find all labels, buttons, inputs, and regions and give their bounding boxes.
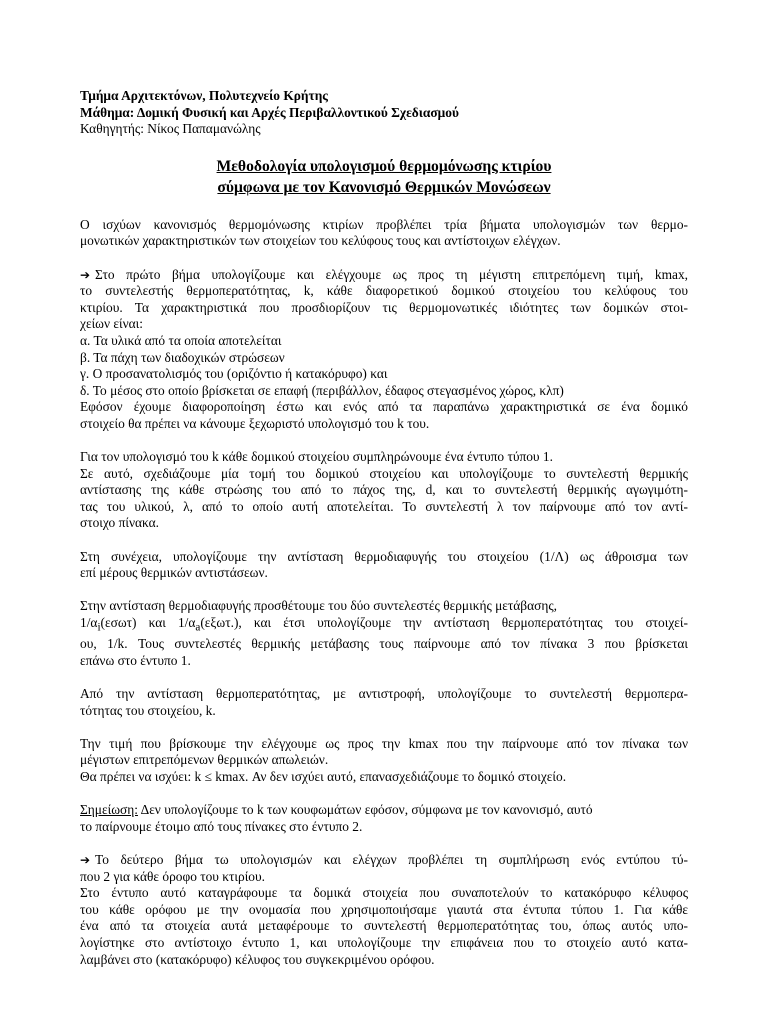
- text-line: το παίρνουμε έτοιμο από τους πίνακες στο έντυπο 2.: [80, 818, 363, 834]
- list-item: γ. Ο προσανατολισμός του (οριζόντιο ή κατακόρυφο) και: [80, 366, 388, 382]
- text-line: ➔ Στο πρώτο βήμα υπολογίζουμε και ελέγχουμε ως προς τη μέγιστη επιτρεπόμενη τιμή, kmax,: [80, 266, 688, 282]
- list-item: δ. Το μέσος στο οποίο βρίσκεται σε επαφή (περιβάλλον, έδαφος στεγασμένος χώρος, κλπ): [80, 382, 564, 398]
- text-line: τας του υλικού, λ, από το οποίο αυτή αποτελείται. Το συντελεστή λ τον παίρνουμε από τον αντί-: [80, 498, 688, 514]
- paragraph-note: [80, 802, 688, 835]
- arrow-right-icon: ➔: [80, 853, 91, 868]
- list-item: α. Τα υλικά από τα οποία αποτελείται: [80, 332, 282, 348]
- text-line: Για τον υπολογισμό του k κάθε δομικού στοιχείου συμπληρώνουμε ένα έντυπο τύπου 1.: [80, 449, 553, 465]
- text-line: που 2 για κάθε όροφο του κτιρίου.: [80, 868, 265, 884]
- paragraph-intro: [80, 217, 688, 250]
- text-line: μονωτικών χαρακτηριστικών των στοιχείων του κελύφους τους και αντίστοιχων ελέγχων.: [80, 233, 561, 249]
- text-line: στοιχείο θα πρέπει να κάνουμε ξεχωριστό υπολογισμό του k του.: [80, 415, 430, 431]
- text-line: αντίστασης της κάθε στρώσης του από το πάχος της, d, και το συντελεστή θερμικής αγωγιμότη-: [80, 482, 688, 498]
- course-line: Μάθημα: Δομική Φυσική και Αρχές Περιβαλλοντικού Σχεδιασμού: [80, 104, 459, 120]
- text-line: επάνω στο έντυπο 1.: [80, 652, 191, 668]
- text-line: τότητας του στοιχείου, k.: [80, 702, 216, 718]
- text-line: λαμβάνει στο (κατακόρυφο) κέλυφος του συγκεκριμένου ορόφου.: [80, 951, 435, 967]
- text-line: ένα από τα στοιχεία αυτά μεταφέρουμε το συντελεστή θερμοπερατότητας του, όπως αυτός υπο-: [80, 918, 688, 934]
- paragraph-inversion: [80, 686, 688, 719]
- text-line: ου, 1/k. Τους συντελεστές θερμικής μετάβασης τους παίρνουμε από τον πίνακα 3 που βρίσκεται: [80, 636, 688, 652]
- text-line: Στη συνέχεια, υπολογίζουμε την αντίσταση θερμοδιαφυγής του στοιχείου (1/Λ) ως άθροισμα των: [80, 548, 688, 564]
- text-line: ➔ Το δεύτερο βήμα τω υπολογισμών και ελέγχων προβλέπει τη συμπλήρωση ενός εντύπου τύ-: [80, 852, 688, 868]
- title-line-2: σύμφωνα με τον Κανονισμό Θερμικών Μονώσεων: [217, 178, 551, 196]
- text-line: Στο έντυπο αυτό καταγράφουμε τα δομικά στοιχεία που συναποτελούν το κατακόρυφο κέλυφος: [80, 885, 688, 901]
- text-line: $1/\alpha_i(\varepsilon\sigma\omega\tau)$ και $1/\alpha_a(\varepsilon\xi\omega\tau.)$, και έτσι υπολογίζουμε την αντίσταση θερμοπερατότητας του στοιχεί-: [80, 615, 688, 634]
- text-line: Την τιμή που βρίσκουμε την ελέγχουμε ως προς την kmax που την παίρνουμε από τον πίνακα των: [80, 735, 688, 751]
- text-line: κτιρίου. Τα χαρακτηριστικά που προσδιορίζουν τις θερμομονωτικές ιδιότητες των δομικών στοι-: [80, 299, 688, 315]
- text-line: λογίστηκε στο αντίστοιχο έντυπο 1, και υπολογίζουμε την επιφάνεια που το στοιχείο αυτό κατα-: [80, 934, 688, 950]
- document-title: [80, 156, 688, 198]
- text-line: του κάθε ορόφου με την ονομασία που χρησιμοποιήσαμε γιαυτά στα έντυπα τύπου 1. Για κάθε: [80, 901, 688, 917]
- text-line: μέγιστων επιτρεπόμενων θερμικών απωλειών.: [80, 752, 329, 768]
- title-line-1: Μεθοδολογία υπολογισμού θερμομόνωσης κτιρίου: [216, 157, 552, 175]
- text-line: Θα πρέπει να ισχύει: k ≤ kmax. Αν δεν ισχύει αυτό, επανασχεδιάζουμε το δομικό στοιχείο.: [80, 769, 567, 785]
- text-line: επί μέρους θερμικών αντιστάσεων.: [80, 565, 268, 581]
- paragraph-kmax-check: [80, 736, 688, 786]
- text-line: Ο ισχύων κανονισμός θερμομόνωσης κτιρίων προβλέπει τρία βήματα υπολογισμών των θερμο-: [80, 216, 688, 232]
- text-line: Στην αντίσταση θερμοδιαφυγής προσθέτουμε του δύο συντελεστές θερμικής μετάβασης,: [80, 598, 558, 614]
- note-label: Σημείωση:: [80, 802, 138, 818]
- paragraph-form-one: [80, 449, 688, 532]
- text-line: το συντελεστής θερμοπερατότητας, k, κάθε διαφορετικού δομικού στοιχείου του κελύφους του: [80, 283, 688, 299]
- professor-line: Καθηγητής: Νίκος Παπαμανώλης: [80, 121, 261, 137]
- department-line: Τμήμα Αρχιτεκτόνων, Πολυτεχνείο Κρήτης: [80, 88, 328, 103]
- arrow-right-icon: ➔: [80, 267, 91, 282]
- text-line: Σε αυτό, σχεδιάζουμε μία τομή του δομικού στοιχείου και υπολογίζουμε το συντελεστή θερμικής: [80, 465, 688, 481]
- paragraph-step-one: [80, 267, 688, 433]
- paragraph-resistance: [80, 549, 688, 582]
- text-line: Σημείωση: Δεν υπολογίζουμε το k των κουφωμάτων εφόσον, σύμφωνα με τον κανονισμό, αυτό: [80, 802, 593, 818]
- paragraph-transition-coefficients: [80, 598, 688, 669]
- paragraph-step-two: [80, 852, 688, 968]
- text-line: Από την αντίσταση θερμοπερατότητας, με αντιστροφή, υπολογίζουμε το συντελεστή θερμοπερα-: [80, 686, 688, 702]
- list-item: β. Τα πάχη των διαδοχικών στρώσεων: [80, 349, 285, 365]
- document-header: [80, 88, 688, 138]
- text-line: Εφόσον έχουμε διαφοροποίηση έστω και ενός από τα παραπάνω χαρακτηριστικά σε ένα δομικό: [80, 399, 688, 415]
- text-line: στοιχο πίνακα.: [80, 515, 160, 531]
- text-line: χείων είναι:: [80, 316, 144, 332]
- document-page: [80, 88, 688, 985]
